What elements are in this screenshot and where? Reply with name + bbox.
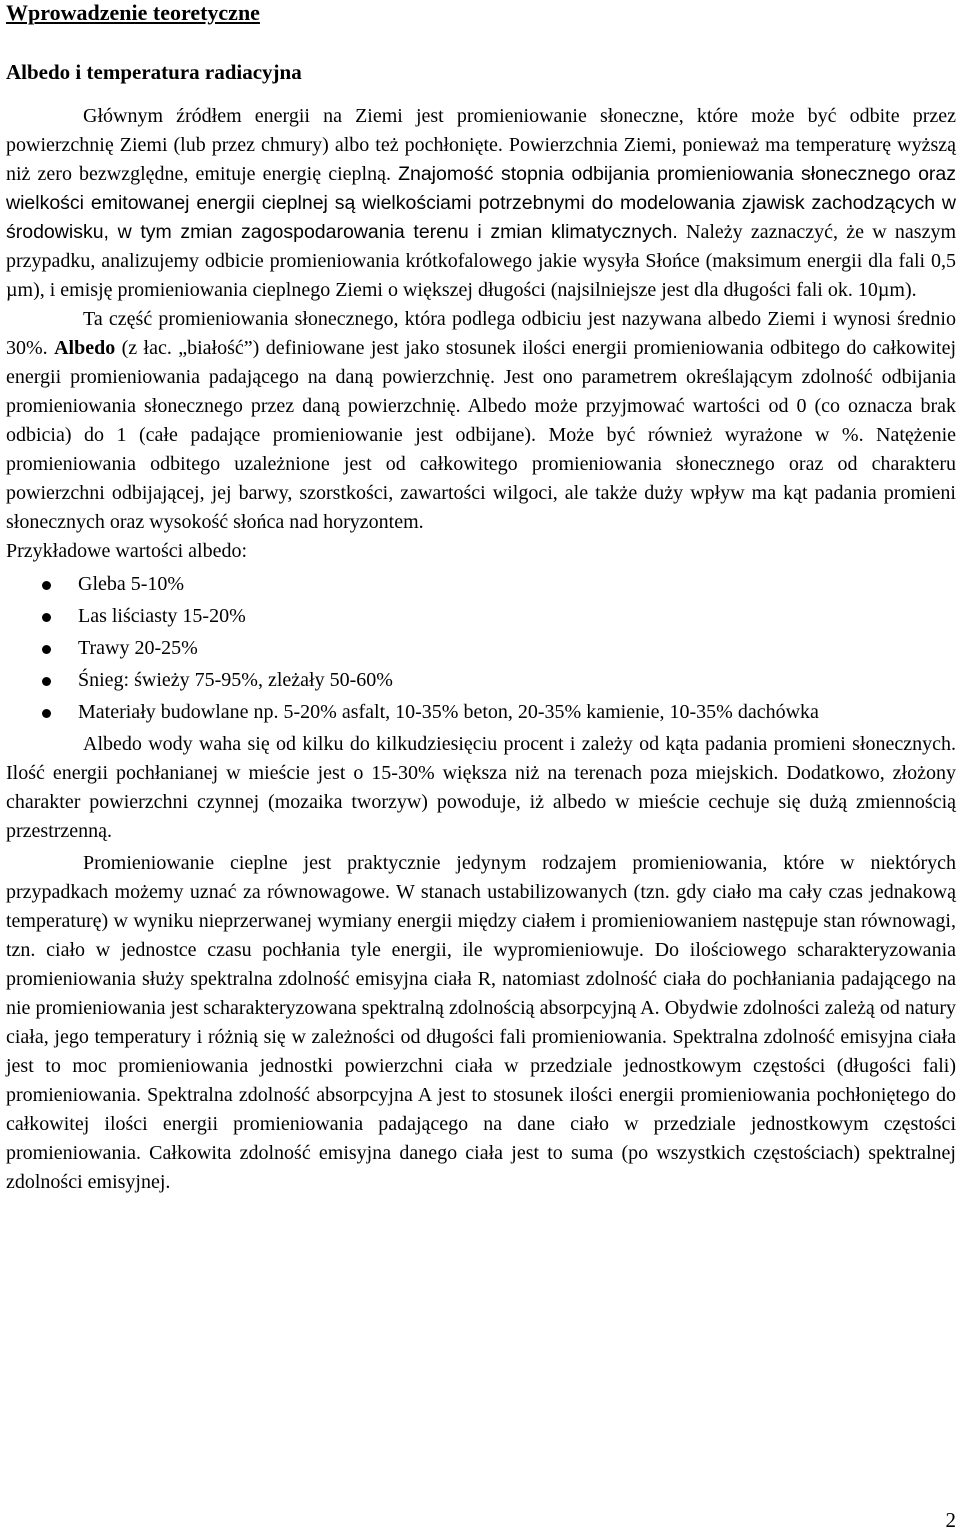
list-item-text: Śnieg: świeży 75-95%, zleżały 50-60% bbox=[78, 669, 393, 691]
albedo-term: Albedo bbox=[54, 337, 116, 359]
intro-serif-text: Głównym źródłem energii na Ziemi jest promieniowanie słoneczne, które może być odbite przez powierzchnię Ziemi (lub przez chmury) albo też pochłonięte. Powierzchnia Ziemi, ponieważ ma temperaturę wyższą niż zero bezwzględne, emituje energię cieplną. bbox=[6, 105, 956, 185]
albedo-definition-text: (z łac. „białość”) definiowane jest jako stosunek ilości energii promieniowania odbitego do całkowitej energii promieniowania padającego na daną powierzchnię. Jest ono parametrem określającym zdolność odbijania promieniowania słonecznego przez daną powierzchnię. Albedo może przyjmować wartości od 0 (co oznacza brak odbicia) do 1 (całe padające promieniowanie jest odbijane). Może być również wyrażone w %. Natężenie promieniowania odbitego uzależnione jest od całkowitego promieniowania słonecznego oraz od charakteru powierzchni odbijającej, jej barwy, szorstkości, zawartości wilgoci, ale także duży wpływ ma kąt padania promieni słonecznych oraz wysokość słońca nad horyzontem. bbox=[6, 337, 957, 533]
bullet-icon bbox=[42, 645, 51, 654]
document-page bbox=[6, 0, 956, 1197]
list-item-text: Gleba 5-10% bbox=[78, 573, 185, 595]
list-item bbox=[6, 570, 956, 599]
bullet-icon bbox=[42, 581, 51, 590]
section-title: Wprowadzenie teoretyczne bbox=[6, 0, 260, 25]
intro-sans-text: Znajomość stopnia odbijania promieniowania słonecznego oraz wielkości emitowanej energii cieplnej są wielkościami potrzebnymi do modelowania zjawisk zachodzących w środowisku, w tym zmian zagospodarowania terenu i zmian klimatycznych. bbox=[6, 163, 956, 243]
paragraph-water-albedo: Albedo wody waha się od kilku do kilkudziesięciu procent i zależy od kąta padania promieni słonecznych. Ilość energii pochłanianej w mieście jest o 15-30% większa niż na terenach poza miejskich. Dodatkowo, złożony charakter powierzchni czynnej (mozaika tworzyw) powoduje, iż albedo w mieście cechuje się dużą zmiennością przestrzenną. bbox=[6, 733, 956, 842]
list-item bbox=[6, 698, 956, 727]
paragraph-albedo-definition bbox=[6, 305, 956, 537]
albedo-examples-list bbox=[6, 570, 956, 727]
paragraph-thermal-radiation: Promieniowanie cieplne jest praktycznie jedynym rodzajem promieniowania, które w niektórych przypadkach możemy uznać za równowagowe. W stanach ustabilizowanych (tzn. gdy ciało ma cały czas jednakową temperaturę) w wyniku nieprzerwanej wymiany energii między ciałem i promieniowaniem następuje stan równowagi, tzn. ciało w jednostce czasu pochłania tyle energii, ile wypromieniowuje. Do ilościowego scharakteryzowania promieniowania służy spektralna zdolność emisyjna ciała R, natomiast zdolność ciała do pochłaniania padającego na nie promieniowania jest scharakteryzowana spektralną zdolnością absorpcyjną A. Obydwie zdolności zależą od natury ciała, jego temperatury i różnią się w zależności od długości fali promieniowania. Spektralna zdolność emisyjna ciała jest to moc promieniowania jednostki powierzchni ciała w przedziale jednostkowym częstości (długości fali) promieniowania. Spektralna zdolność absorpcyjna A jest to stosunek ilości energii promieniowania pochłoniętego do całkowitej ilości energii promieniowania padającego na dane ciało w przedziale jednostkowym częstości promieniowania. Całkowita zdolność emisyjna danego ciała jest to suma (po wszystkich częstościach) spektralnej zdolności emisyjnej. bbox=[6, 852, 956, 1193]
list-item bbox=[6, 634, 956, 663]
bullet-icon bbox=[42, 613, 51, 622]
subsection-title: Albedo i temperatura radiacyjna bbox=[6, 60, 302, 84]
examples-label: Przykładowe wartości albedo: bbox=[6, 540, 248, 562]
list-item-text: Las liściasty 15-20% bbox=[78, 605, 246, 627]
paragraph-intro bbox=[6, 102, 956, 305]
list-item-text: Materiały budowlane np. 5-20% asfalt, 10-35% beton, 20-35% kamienie, 10-35% dachówka bbox=[78, 701, 819, 723]
bullet-icon bbox=[42, 709, 51, 718]
albedo-intro-text: Ta część promieniowania słonecznego, która podlega odbiciu jest nazywana albedo Ziemi i wynosi średnio 30%. bbox=[6, 308, 956, 359]
list-item bbox=[6, 666, 956, 695]
list-item bbox=[6, 602, 956, 631]
bullet-icon bbox=[42, 677, 51, 686]
intro-tail-text: Należy zaznaczyć, że w naszym przypadku, analizujemy odbicie promieniowania krótkofalowego jakie wysyła Słońce (maksimum energii dla fali 0,5 µm), i emisję promieniowania cieplnego Ziemi o większej długości (najsilniejsze jest dla długości fali ok. 10µm). bbox=[6, 221, 956, 301]
list-item-text: Trawy 20-25% bbox=[78, 637, 198, 659]
page-number: 2 bbox=[945, 1508, 956, 1532]
